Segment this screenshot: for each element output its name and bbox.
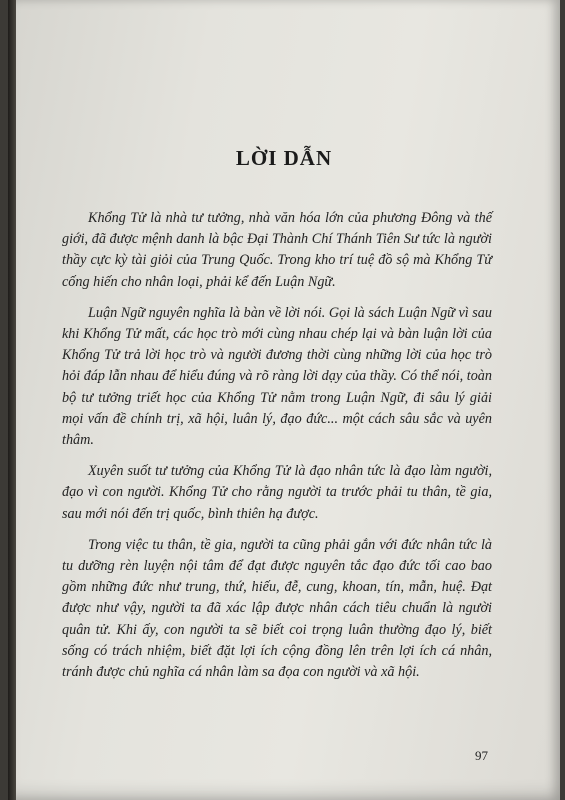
book-spine-edge	[8, 0, 16, 800]
paragraph: Luận Ngữ nguyên nghĩa là bàn về lời nói. Gọi là sách Luận Ngữ vì sau khi Khổng Tử mất, các học trò mới cùng nhau chép lại và bàn luận lời của Khổng Tử trả lời học trò và người đương thời cùng những lời của học trò hỏi đáp lẫn nhau để hiểu đúng và rõ ràng lời dạy của thầy. Có thể nói, toàn bộ tư tưởng triết học của Khổng Tử nằm trong Luận Ngữ, đi sâu lý giải mọi vấn đề chính trị, xã hội, luân lý, đạo đức... một cách sâu sắc và uyên thâm.	[62, 304, 492, 449]
paragraph: Xuyên suốt tư tưởng của Khổng Tử là đạo nhân tức là đạo làm người, đạo vì con người. Khổng Tử cho rằng người ta trước phải tu thân, tề gia, sau mới nói đến trị quốc, bình thiên hạ được.	[62, 463, 492, 522]
show-through-text	[213, 88, 543, 103]
page-number: 97	[475, 748, 488, 763]
book-page	[8, 0, 560, 800]
page-title: LỜI DẪN	[235, 146, 333, 170]
paragraph: Trong việc tu thân, tề gia, người ta cũng phải gắn với đức nhân tức là tu dưỡng rèn luyện nội tâm để đạt được nguyên tắc đạo đức tối cao bao gồm những đức như trung, thứ, hiếu, đễ, cung, khoan, tín, mẫn, huệ. Đạt được như vậy, người ta đã xác lập được nhân cách tiêu chuẩn là người quân tử. Khi ấy, con người ta sẽ biết coi trọng luân thường đạo lý, biết sống có trách nhiệm, biết đặt lợi ích cộng đồng lên trên lợi ích cá nhân, tránh được chủ nghĩa cá nhân làm sa đọa con người và xã hội.	[62, 536, 492, 681]
paragraph: Khổng Tử là nhà tư tưởng, nhà văn hóa lớn của phương Đông và thế giới, đã được mệnh danh là bậc Đại Thành Chí Thánh Tiên Sư tức là người thầy cực kỳ tài giỏi của Trung Quốc. Trong kho trí tuệ đồ sộ mà Khổng Tử cống hiến cho nhân loại, phải kể đến Luận Ngữ.	[62, 210, 492, 290]
body-text	[62, 208, 492, 693]
